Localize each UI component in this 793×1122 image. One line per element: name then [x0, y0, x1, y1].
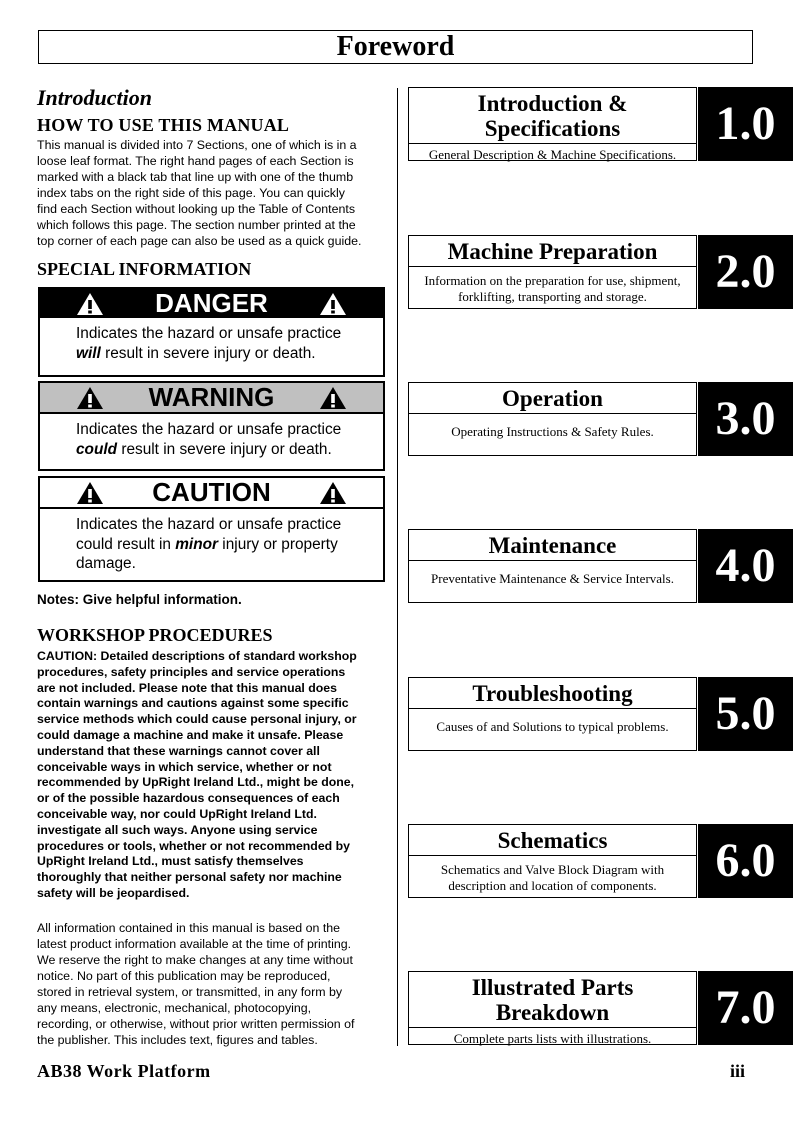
alert-line: Indicates the hazard or unsafe practice [76, 421, 342, 438]
section-title [409, 972, 696, 1028]
section-title-line: Machine Preparation [447, 239, 658, 264]
warning-text [40, 414, 383, 459]
section-title [409, 236, 696, 267]
alert-line: damage. [76, 555, 136, 572]
section-number: 7.0 [698, 971, 793, 1045]
section-box [408, 235, 697, 309]
workshop-caution-paragraph [37, 649, 387, 902]
paragraph-line: notice. No part of this publication may be reproduced, [37, 969, 331, 983]
introduction-heading: Introduction [37, 85, 152, 110]
section-number: 1.0 [698, 87, 793, 161]
paragraph-line: CAUTION: Detailed descriptions of standard workshop [37, 649, 357, 663]
paragraph-line: thoroughly that neither personal safety nor machine [37, 870, 342, 885]
paragraph-line: find each Section without looking up the Table of Contents [37, 202, 356, 216]
paragraph-line: conceivable way, nor could UpRight Ireland Ltd. [37, 806, 317, 821]
section-description [409, 144, 696, 163]
section-description-line: Information on the preparation for use, shipment, [424, 273, 681, 288]
danger-label: DANGER [155, 288, 268, 318]
danger-text [40, 318, 383, 363]
warning-triangle-icon [76, 481, 104, 505]
section-number: 5.0 [698, 677, 793, 751]
alert-line-rest: result in severe injury or death. [117, 440, 332, 458]
paragraph-line: UpRight Ireland Ltd., must satisfy themselves [37, 854, 304, 869]
paragraph-line: recording, or otherwise, without prior written permission of [37, 1017, 355, 1031]
paragraph-line: marked with a black tab that line up with one of the thumb [37, 170, 354, 184]
paragraph-line: investigate all such ways. Anyone using service [37, 822, 318, 837]
disclaimer-paragraph [37, 920, 387, 1048]
danger-box [38, 287, 385, 377]
danger-header [40, 289, 383, 318]
how-to-use-paragraph [37, 137, 387, 249]
paragraph-line: are not included. Please note that this manual does [37, 680, 337, 695]
section-title-line: Schematics [497, 828, 608, 853]
paragraph-line: contain warnings and cautions against some specific [37, 696, 349, 711]
caution-text [40, 509, 383, 574]
section-description [409, 561, 696, 587]
paragraph-line: or of the possible hazardous consequences of each [37, 791, 340, 806]
section-title [409, 530, 696, 561]
section-number: 2.0 [698, 235, 793, 309]
alert-line-rest: injury or property [218, 535, 338, 553]
section-description-line: description and location of components. [448, 878, 657, 893]
section-title-line: Maintenance [488, 533, 617, 558]
section-description-line: forklifting, transporting and storage. [458, 289, 647, 304]
paragraph-line: All information contained in this manual is based on the [37, 921, 341, 935]
paragraph-line: could damage a machine and make it unsafe. Please [37, 727, 344, 742]
section-box [408, 87, 697, 161]
section-description-line: Complete parts lists with illustrations. [453, 1031, 652, 1046]
paragraph-line: conceivable ways in which service, whether or not [37, 759, 332, 774]
section-description-line: General Description & Machine Specifications. [428, 147, 677, 162]
paragraph-line: safety will be jeopardised. [37, 885, 190, 900]
alert-line-pre: could result in [76, 535, 176, 553]
section-title-line: Introduction & [477, 91, 628, 116]
page-title: Foreword [38, 30, 753, 64]
section-description [409, 267, 696, 305]
paragraph-line: procedures, safety principles and service operations [37, 664, 346, 679]
paragraph-line: top corner of each page can also be used as a quick guide. [37, 234, 362, 248]
section-title-line: Operation [502, 386, 603, 411]
section-title [409, 678, 696, 709]
warning-triangle-icon [76, 386, 104, 410]
alert-line: Indicates the hazard or unsafe practice [76, 516, 342, 533]
section-title [409, 383, 696, 414]
caution-header [40, 478, 383, 509]
alert-line: Indicates the hazard or unsafe practice [76, 325, 342, 342]
section-description-line: Causes of and Solutions to typical problems. [436, 719, 669, 734]
caution-box [38, 476, 385, 582]
alert-line [76, 440, 373, 460]
paragraph-line: latest product information available at the time of printing. [37, 937, 352, 951]
column-divider [397, 88, 398, 1046]
notes-text: Notes: Give helpful information. [37, 592, 242, 607]
section-description [409, 856, 696, 894]
warning-triangle-icon [319, 386, 347, 410]
section-title-line: Specifications [484, 116, 621, 141]
section-title [409, 88, 696, 144]
paragraph-line: recommended by UpRight Ireland Ltd., might be done, [37, 775, 355, 790]
section-box [408, 529, 697, 603]
paragraph-line: any means, electronic, mechanical, photocopying, [37, 1001, 312, 1015]
emphasis-word: minor [175, 535, 219, 553]
alert-line [76, 344, 373, 364]
paragraph-line: procedures or tools, whether or not recommended by [37, 838, 350, 853]
warning-triangle-icon [319, 481, 347, 505]
section-description-line: Preventative Maintenance & Service Intervals. [431, 571, 674, 586]
paragraph-line: We reserve the right to make changes at any time without [37, 953, 353, 967]
section-box [408, 677, 697, 751]
paragraph-line: understand that these warnings cannot cover all [37, 743, 320, 758]
section-description [409, 414, 696, 440]
alert-line [76, 535, 373, 555]
section-number: 3.0 [698, 382, 793, 456]
warning-label: WARNING [148, 382, 275, 412]
warning-header [40, 383, 383, 414]
section-box [408, 971, 697, 1045]
section-description-line: Operating Instructions & Safety Rules. [451, 424, 654, 439]
section-description [409, 709, 696, 735]
section-title-line: Troubleshooting [472, 681, 633, 706]
paragraph-line: stored in retrieval system, or transmitted, in any form by [37, 985, 343, 999]
section-title [409, 825, 696, 856]
section-number: 4.0 [698, 529, 793, 603]
warning-box [38, 381, 385, 471]
caution-label: CAUTION [152, 477, 271, 507]
section-box [408, 824, 697, 898]
paragraph-line: service methods which could cause personal injury, or [37, 712, 357, 727]
paragraph-line: index tabs on the right side of this page. You can quickly [37, 186, 345, 200]
section-number: 6.0 [698, 824, 793, 898]
workshop-procedures-heading: WORKSHOP PROCEDURES [37, 625, 273, 645]
page-number: iii [730, 1061, 746, 1081]
warning-triangle-icon [76, 292, 104, 316]
paragraph-line: loose leaf format. The right hand pages of each Section is [37, 154, 354, 168]
paragraph-line: which follows this page. The section number printed at the [37, 218, 356, 232]
paragraph-line: This manual is divided into 7 Sections, one of which is in a [37, 138, 357, 152]
emphasis-word: will [76, 344, 101, 362]
section-title-line: Illustrated Parts [471, 975, 634, 1000]
footer-document-title: AB38 Work Platform [37, 1061, 211, 1081]
section-title-line: Breakdown [495, 1000, 610, 1025]
emphasis-word: could [76, 440, 118, 458]
alert-line-rest: result in severe injury or death. [100, 344, 316, 362]
section-box [408, 382, 697, 456]
how-to-use-heading: HOW TO USE THIS MANUAL [37, 115, 290, 135]
paragraph-line: the publisher. This includes text, figures and tables. [37, 1033, 318, 1047]
section-description-line: Schematics and Valve Block Diagram with [440, 862, 665, 877]
section-description [409, 1028, 696, 1047]
special-information-heading: SPECIAL INFORMATION [37, 259, 252, 279]
warning-triangle-icon [319, 292, 347, 316]
